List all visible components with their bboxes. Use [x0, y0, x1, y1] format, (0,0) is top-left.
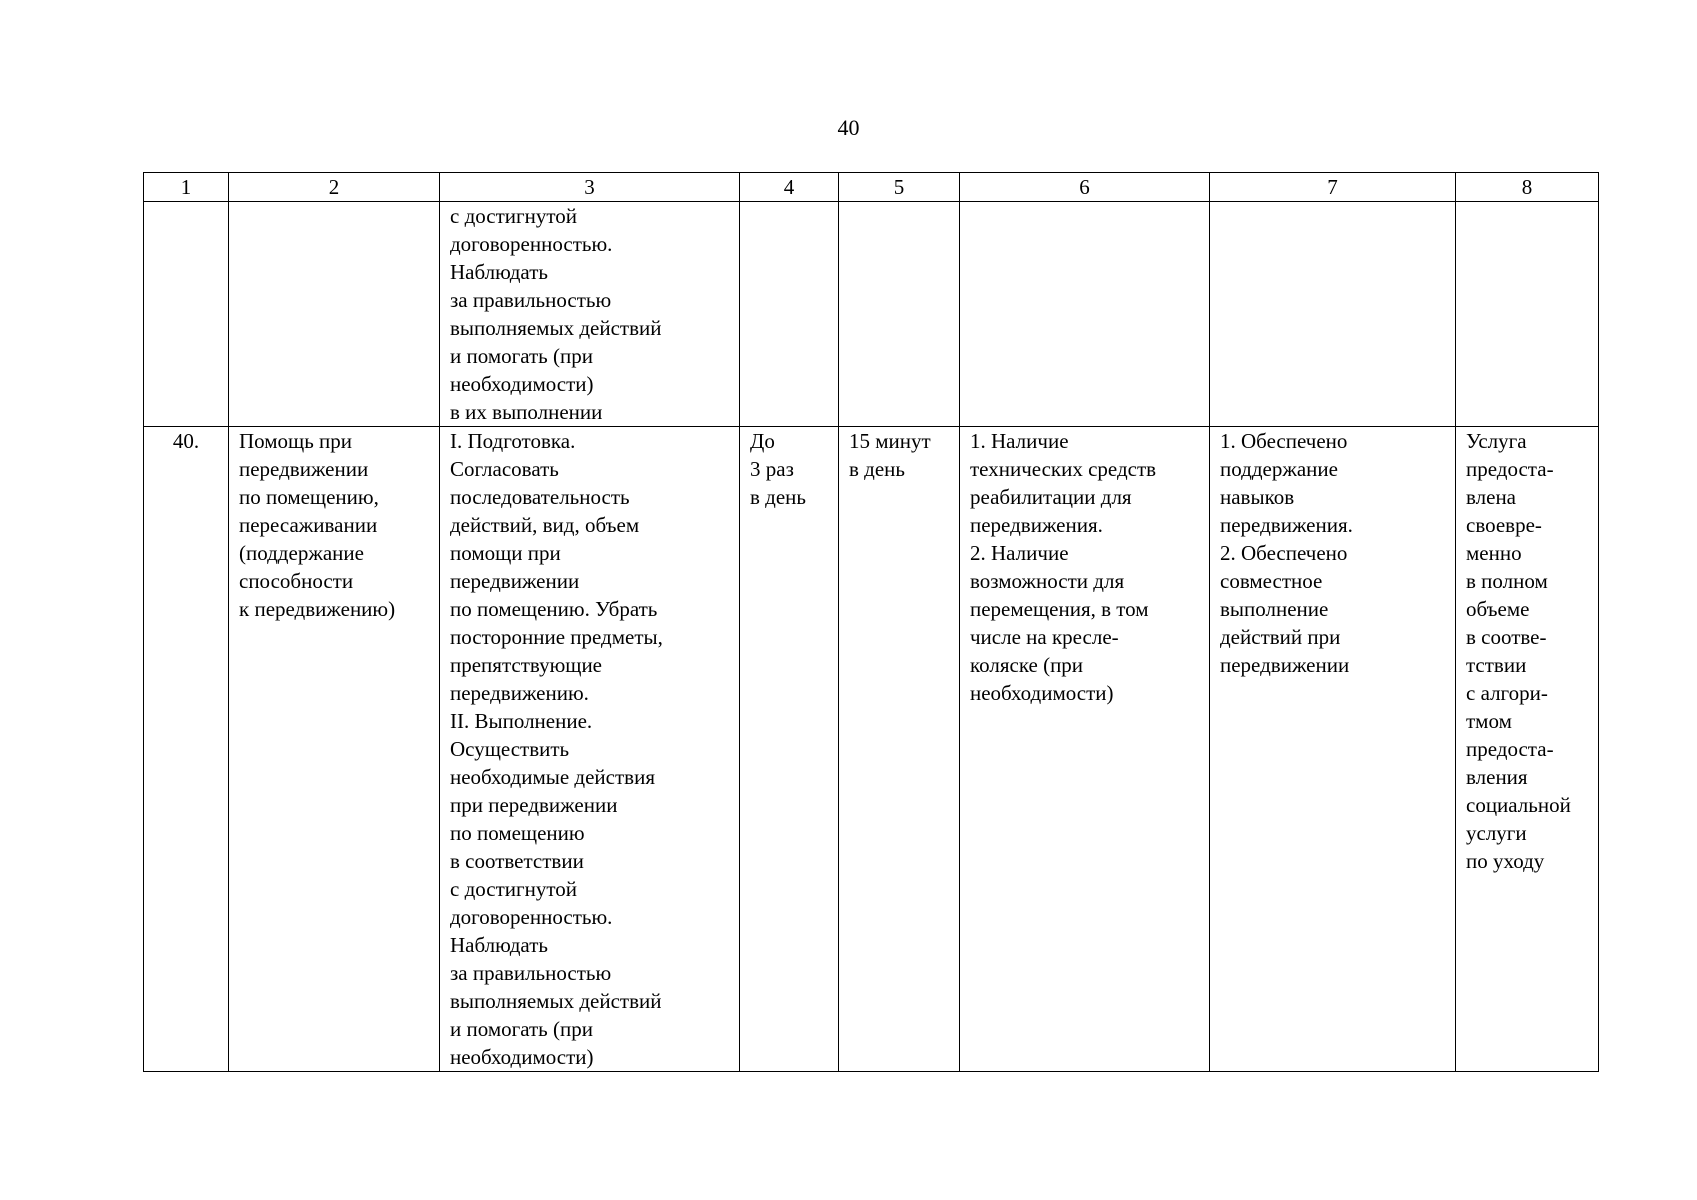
- cell-line: тмом: [1466, 709, 1512, 733]
- cell-line: совместное: [1220, 569, 1323, 593]
- cell-line: передвижения.: [970, 513, 1103, 537]
- cell-line: числе на кресле-: [970, 625, 1119, 649]
- cell-line: последовательность: [450, 485, 630, 509]
- cell-line: Осуществить: [450, 737, 570, 761]
- cell-line: по помещению: [450, 821, 585, 845]
- cell-line: необходимости): [450, 1045, 594, 1069]
- header-cell: 8: [1456, 173, 1599, 202]
- cell-conditions: [960, 427, 1210, 1072]
- cell-line: тствии: [1466, 653, 1527, 677]
- cell-col1: [144, 202, 229, 427]
- cell-line: передвижении: [239, 457, 369, 481]
- cell-line: с достигнутой: [450, 204, 578, 228]
- cell-line: выполнение: [1220, 597, 1329, 621]
- cell-col5: [839, 202, 960, 427]
- page-number: 40: [837, 115, 860, 140]
- cell-line: До: [750, 429, 775, 453]
- cell-line: договоренностью.: [450, 232, 613, 256]
- cell-line: 2. Обеспечено: [1220, 541, 1348, 565]
- cell-line: перемещения, в том: [970, 597, 1149, 621]
- cell-line: в день: [849, 457, 905, 481]
- cell-results: [1210, 427, 1456, 1072]
- cell-line: услуги: [1466, 821, 1527, 845]
- cell-col8: [1456, 202, 1599, 427]
- cell-procedure: [440, 202, 740, 427]
- cell-line: и помогать (при: [450, 1017, 593, 1041]
- cell-line: Услуга: [1466, 429, 1527, 453]
- cell-line: к передвижению): [239, 597, 396, 621]
- cell-line: необходимости): [450, 372, 594, 396]
- cell-duration: [839, 427, 960, 1072]
- cell-line: выполняемых действий: [450, 989, 662, 1013]
- cell-line: менно: [1466, 541, 1522, 565]
- header-cell: 2: [229, 173, 440, 202]
- cell-line: в их выполнении: [450, 400, 603, 424]
- cell-line: по уходу: [1466, 849, 1545, 873]
- cell-line: необходимости): [970, 681, 1114, 705]
- cell-line: в соотве-: [1466, 625, 1547, 649]
- cell-line: предоста-: [1466, 737, 1554, 761]
- cell-line: 3 раз: [750, 457, 794, 481]
- cell-quality: [1456, 427, 1599, 1072]
- cell-line: за правильностью: [450, 961, 612, 985]
- cell-line: II. Выполнение.: [450, 709, 593, 733]
- cell-col7: [1210, 202, 1456, 427]
- cell-line: Наблюдать: [450, 260, 548, 284]
- cell-line: помощи при: [450, 541, 561, 565]
- cell-line: передвижении: [450, 569, 580, 593]
- cell-line: Помощь при: [239, 429, 353, 453]
- cell-line: выполняемых действий: [450, 316, 662, 340]
- cell-col6: [960, 202, 1210, 427]
- cell-line: 40.: [172, 429, 200, 453]
- cell-line: и помогать (при: [450, 344, 593, 368]
- cell-line: действий при: [1220, 625, 1341, 649]
- header-row: [144, 173, 1599, 202]
- header-cell: 1: [144, 173, 229, 202]
- cell-line: 1. Наличие: [970, 429, 1069, 453]
- cell-line: в соответствии: [450, 849, 584, 873]
- table-row-40: [144, 427, 1599, 1072]
- cell-frequency: [740, 427, 839, 1072]
- cell-line: с алгори-: [1466, 681, 1548, 705]
- cell-line: социальной: [1466, 793, 1571, 817]
- cell-col2: [229, 202, 440, 427]
- cell-service-name: [229, 427, 440, 1072]
- cell-line: реабилитации для: [970, 485, 1132, 509]
- cell-line: поддержание: [1220, 457, 1338, 481]
- cell-line: в день: [750, 485, 806, 509]
- cell-line: по помещению. Убрать: [450, 597, 658, 621]
- cell-line: технических средств: [970, 457, 1157, 481]
- header-cell: 6: [960, 173, 1210, 202]
- header-cell: 5: [839, 173, 960, 202]
- table-row-continuation: [144, 202, 1599, 427]
- cell-line: 15 минут: [849, 429, 931, 453]
- header-cell: 7: [1210, 173, 1456, 202]
- cell-procedure: [440, 427, 740, 1072]
- header-cell: 3: [440, 173, 740, 202]
- cell-line: необходимые действия: [450, 765, 655, 789]
- cell-line: Согласовать: [450, 457, 559, 481]
- cell-line: пересаживании: [239, 513, 378, 537]
- cell-line: по помещению,: [239, 485, 379, 509]
- cell-line: 2. Наличие: [970, 541, 1069, 565]
- cell-line: навыков: [1220, 485, 1295, 509]
- cell-line: вления: [1466, 765, 1528, 789]
- cell-line: при передвижении: [450, 793, 618, 817]
- cell-line: Наблюдать: [450, 933, 548, 957]
- cell-line: передвижении: [1220, 653, 1350, 677]
- cell-line: посторонние предметы,: [450, 625, 663, 649]
- cell-line: коляске (при: [970, 653, 1084, 677]
- cell-line: за правильностью: [450, 288, 612, 312]
- services-table: [143, 172, 1599, 1072]
- cell-line: действий, вид, объем: [450, 513, 640, 537]
- header-cell: 4: [740, 173, 839, 202]
- cell-row-number: [144, 427, 229, 1072]
- cell-line: возможности для: [970, 569, 1125, 593]
- cell-line: влена: [1466, 485, 1516, 509]
- cell-line: своевре-: [1466, 513, 1542, 537]
- cell-line: 1. Обеспечено: [1220, 429, 1348, 453]
- cell-line: предоста-: [1466, 457, 1554, 481]
- cell-line: объеме: [1466, 597, 1530, 621]
- cell-line: передвижения.: [1220, 513, 1353, 537]
- cell-col4: [740, 202, 839, 427]
- cell-line: с достигнутой: [450, 877, 578, 901]
- cell-line: I. Подготовка.: [450, 429, 576, 453]
- cell-line: способности: [239, 569, 354, 593]
- cell-line: передвижению.: [450, 681, 589, 705]
- cell-line: договоренностью.: [450, 905, 613, 929]
- cell-line: препятствующие: [450, 653, 603, 677]
- cell-line: в полном: [1466, 569, 1548, 593]
- cell-line: (поддержание: [239, 541, 364, 565]
